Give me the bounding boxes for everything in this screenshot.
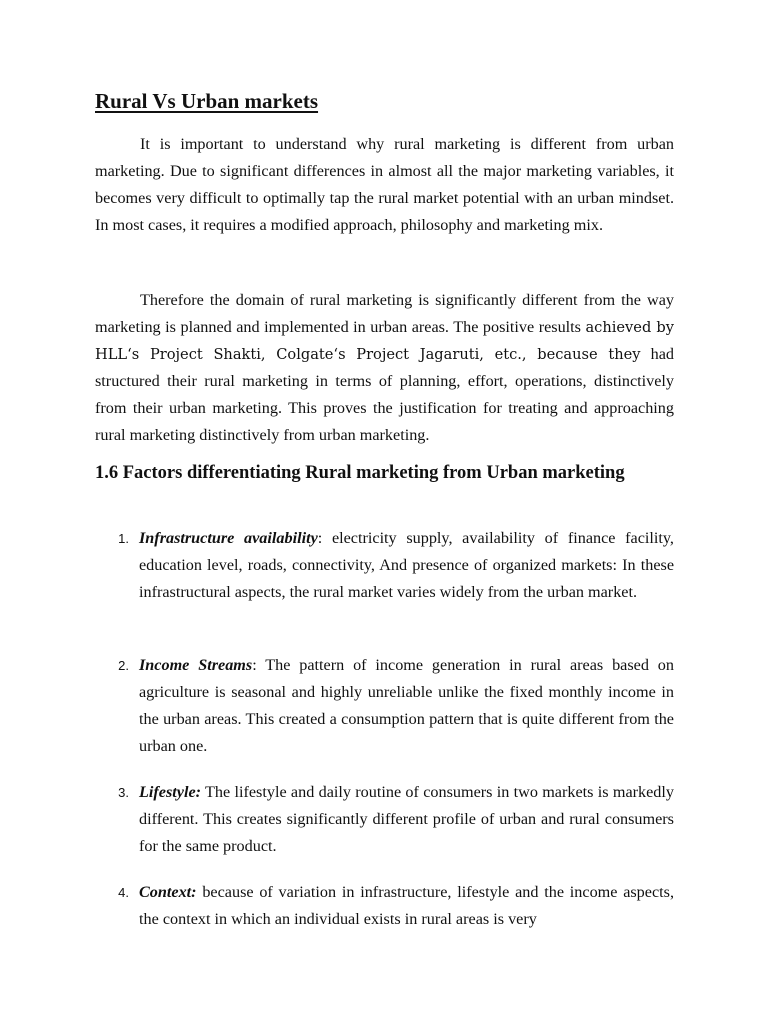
section-heading: 1.6 Factors differentiating Rural marketing from Urban marketing — [95, 463, 625, 483]
list-item-text: because of variation in infrastructure, lifestyle and the income aspects, the context in which an individual exists in rural areas is very — [139, 883, 674, 928]
list-item-number: 2. — [118, 658, 129, 673]
domain-paragraph-part3: had structured their rural marketing in terms of planning, effort, operations, distinctively from their urban marketing. This proves the justification for treating and approaching rural marketing distinctively from urban marketing. — [95, 345, 674, 444]
page-title: Rural Vs Urban markets — [95, 89, 319, 113]
domain-paragraph — [95, 287, 674, 449]
list-item-body — [139, 652, 674, 760]
list-item-term: Income Streams — [139, 656, 253, 674]
list-item-body — [139, 879, 674, 933]
list-item-text: The lifestyle and daily routine of consumers in two markets is markedly different. This creates significantly different profile of urban and rural consumers for the same product. — [139, 783, 674, 855]
list-item-text: : electricity supply, availability of finance facility, education level, roads, connectivity, And presence of organized markets: In these infrastructural aspects, the rural market varies widely from the urban market. — [139, 529, 674, 601]
list-item-number: 4. — [118, 885, 129, 900]
list-item-number: 3. — [118, 785, 129, 800]
list-item-body — [139, 779, 674, 860]
list-item-term: Infrastructure availability — [139, 529, 318, 547]
domain-paragraph-examples: achieved by HLL‘s Project Shakti, Colgate‘s Project Jagaruti, etc., because they — [95, 319, 674, 363]
list-item-term: Lifestyle: — [139, 783, 202, 801]
list-item-term: Context: — [139, 883, 197, 901]
domain-paragraph-part1: Therefore the domain of rural marketing is significantly different from the way marketing is planned and implemented in urban areas. The positive results — [95, 291, 674, 336]
list-item-text: : The pattern of income generation in rural areas based on agriculture is seasonal and highly unreliable unlike the fixed monthly income in the urban areas. This created a consumption pattern that is quite different from the urban one. — [139, 656, 674, 755]
list-item-body — [139, 525, 674, 606]
list-item-number: 1. — [118, 531, 129, 546]
intro-paragraph: It is important to understand why rural marketing is different from urban marketing. Due to significant differences in almost all the major marketing variables, it becomes very difficult to optimally tap the rural market potential with an urban mindset. In most cases, it requires a modified approach, philosophy and marketing mix. — [95, 135, 674, 234]
